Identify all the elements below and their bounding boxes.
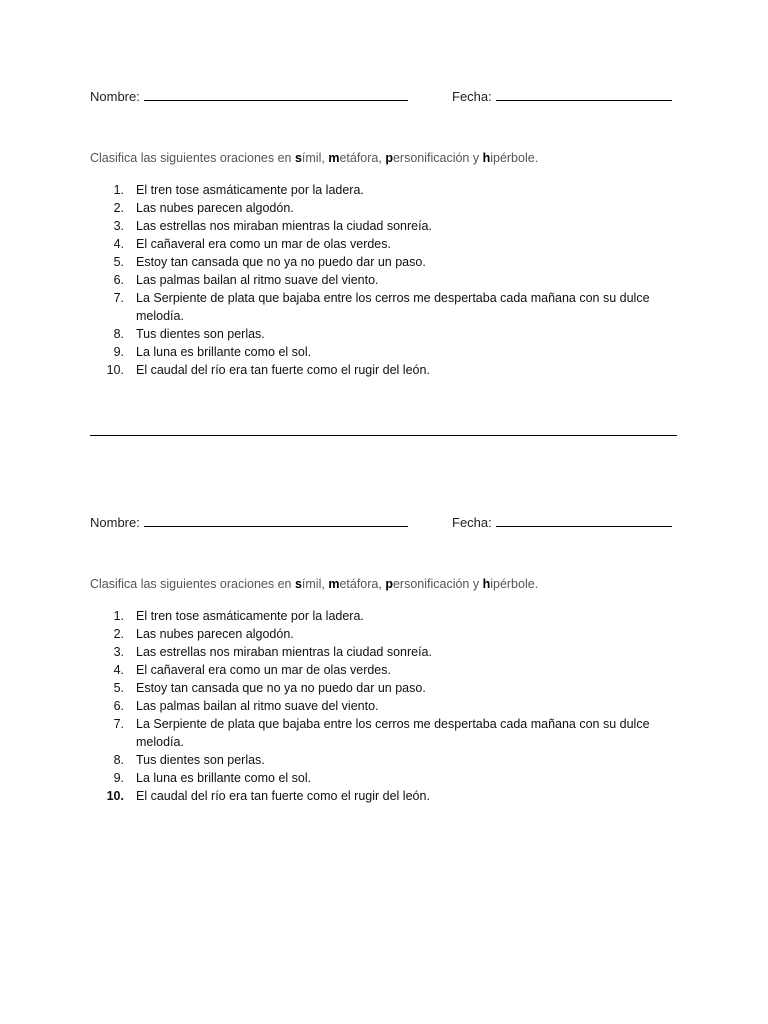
- list-item: [0, 697, 768, 715]
- item-number: 5.: [113, 255, 124, 269]
- item-number: 10.: [106, 789, 124, 803]
- list-item: [0, 607, 768, 625]
- list-item: [0, 715, 768, 751]
- item-text: Las nubes parecen algodón.: [136, 627, 294, 641]
- list-item: [0, 361, 768, 379]
- item-text: La luna es brillante como el sol.: [136, 345, 312, 359]
- instructions: Clasifica las siguientes oraciones en símil, metáfora, personificación y hipérbole.: [90, 577, 539, 591]
- sentence-list: [0, 181, 768, 379]
- item-text: El caudal del río era tan fuerte como el rugir del león.: [136, 789, 430, 803]
- item-text: Las nubes parecen algodón.: [136, 201, 294, 215]
- item-text: Tus dientes son perlas.: [136, 327, 265, 341]
- item-text: Estoy tan cansada que no ya no puedo dar un paso.: [136, 255, 426, 269]
- item-number: 8.: [113, 327, 124, 341]
- list-item: [0, 751, 768, 769]
- date-blank[interactable]: [496, 99, 672, 101]
- item-number: 4.: [113, 237, 124, 251]
- worksheet-top: [0, 0, 768, 420]
- item-text: El cañaveral era como un mar de olas verdes.: [136, 237, 391, 251]
- list-item: [0, 199, 768, 217]
- item-number: 4.: [113, 663, 124, 677]
- list-item: [0, 679, 768, 697]
- list-item: [0, 271, 768, 289]
- item-number: 7.: [113, 291, 124, 305]
- item-number: 6.: [113, 699, 124, 713]
- instructions: Clasifica las siguientes oraciones en símil, metáfora, personificación y hipérbole.: [90, 151, 539, 165]
- item-text: Tus dientes son perlas.: [136, 753, 265, 767]
- name-blank[interactable]: [144, 99, 408, 101]
- date-line: [452, 89, 672, 104]
- item-number: 9.: [113, 771, 124, 785]
- date-label: Fecha:: [452, 515, 492, 530]
- name-line: [90, 515, 408, 530]
- item-text: La luna es brillante como el sol.: [136, 771, 312, 785]
- list-item: [0, 625, 768, 643]
- name-label: Nombre:: [90, 89, 140, 104]
- list-item: [0, 343, 768, 361]
- name-line: [90, 89, 408, 104]
- list-item: [0, 253, 768, 271]
- item-number: 8.: [113, 753, 124, 767]
- worksheet-bottom: [0, 426, 768, 846]
- sentence-list: [0, 607, 768, 805]
- item-number: 5.: [113, 681, 124, 695]
- item-number: 9.: [113, 345, 124, 359]
- list-item: [0, 181, 768, 199]
- item-text: Las estrellas nos miraban mientras la ciudad sonreía.: [136, 645, 432, 659]
- item-text: El caudal del río era tan fuerte como el rugir del león.: [136, 363, 430, 377]
- item-number: 3.: [113, 219, 124, 233]
- list-item: [0, 217, 768, 235]
- list-item: [0, 643, 768, 661]
- item-text: Las estrellas nos miraban mientras la ciudad sonreía.: [136, 219, 432, 233]
- list-item: [0, 289, 768, 325]
- list-item: [0, 235, 768, 253]
- list-item: [0, 787, 768, 805]
- item-text: La Serpiente de plata que bajaba entre los cerros me despertaba cada mañana con su dulce melodía.: [136, 717, 650, 749]
- item-text: Las palmas bailan al ritmo suave del viento.: [136, 699, 379, 713]
- list-item: [0, 661, 768, 679]
- item-number: 2.: [113, 627, 124, 641]
- item-number: 2.: [113, 201, 124, 215]
- date-blank[interactable]: [496, 525, 672, 527]
- date-label: Fecha:: [452, 89, 492, 104]
- item-number: 1.: [113, 183, 124, 197]
- item-text: Las palmas bailan al ritmo suave del viento.: [136, 273, 379, 287]
- name-blank[interactable]: [144, 525, 408, 527]
- item-text: Estoy tan cansada que no ya no puedo dar un paso.: [136, 681, 426, 695]
- item-number: 3.: [113, 645, 124, 659]
- item-text: El cañaveral era como un mar de olas verdes.: [136, 663, 391, 677]
- name-label: Nombre:: [90, 515, 140, 530]
- item-number: 7.: [113, 717, 124, 731]
- item-text: La Serpiente de plata que bajaba entre los cerros me despertaba cada mañana con su dulce melodía.: [136, 291, 650, 323]
- item-number: 10.: [106, 363, 124, 377]
- date-line: [452, 515, 672, 530]
- item-number: 6.: [113, 273, 124, 287]
- item-text: El tren tose asmáticamente por la ladera.: [136, 609, 364, 623]
- list-item: [0, 769, 768, 787]
- item-number: 1.: [113, 609, 124, 623]
- list-item: [0, 325, 768, 343]
- item-text: El tren tose asmáticamente por la ladera.: [136, 183, 364, 197]
